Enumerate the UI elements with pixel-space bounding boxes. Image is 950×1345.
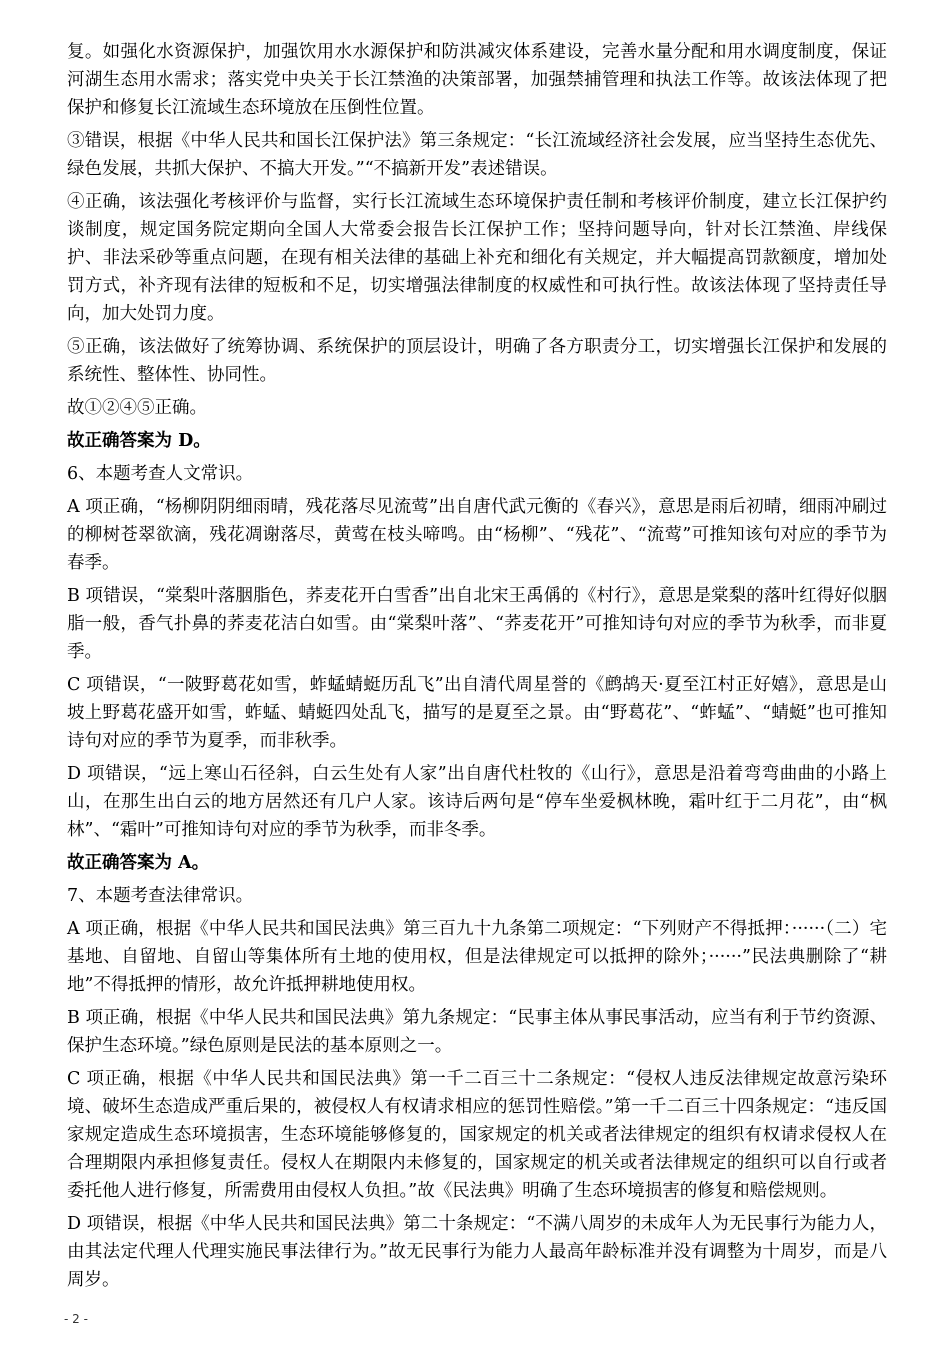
answer-6: 故正确答案为 A。 [67, 853, 210, 873]
page-number: - 2 - [64, 1312, 88, 1326]
paragraph-continuation: 复。如强化水资源保护，加强饮用水水源保护和防洪减灾体系建设，完善水量分配和用水调度制度，保证河湖生态用水需求；落实党中央关于长江禁渔的决策部署，加强禁捕管理和执法工作等。故该法体现了把保护和修复长江流域生态环境放在压倒性位置。 [67, 42, 887, 118]
paragraph-point-5: ⑤正确，该法做好了统筹协调、系统保护的顶层设计，明确了各方职责分工，切实增强长江保护和发展的系统性、整体性、协同性。 [67, 337, 887, 385]
question-6-heading: 6、本题考查人文常识。 [67, 464, 254, 484]
question-7-option-a: A 项正确，根据《中华人民共和国民法典》第三百九十九条第二项规定：“下列财产不得抵押：······（二）宅基地、自留地、自留山等集体所有土地的使用权，但是法律规定可以抵押的除外；······”民法典删除了“耕地”不得抵押的情形，故允许抵押耕地使用权。 [67, 919, 887, 995]
paragraph-point-4: ④正确，该法强化考核评价与监督，实行长江流域生态环境保护责任制和考核评价制度，建立长江保护约谈制度，规定国务院定期向全国人大常委会报告长江保护工作；坚持问题导向，针对长江禁渔、岸线保护、非法采砂等重点问题，在现有相关法律的基础上补充和细化有关规定，并大幅提高罚款额度，增加处罚方式，补齐现有法律的短板和不足，切实增强法律制度的权威性和可执行性。故该法体现了坚持责任导向，加大处罚力度。 [67, 192, 887, 324]
paragraph-conclusion-5: 故①②④⑤正确。 [67, 398, 207, 418]
question-6-option-b: B 项错误，“棠梨叶落胭脂色，荞麦花开白雪香”出自北宋王禹偁的《村行》，意思是棠梨的落叶红得好似胭脂一般，香气扑鼻的荞麦花洁白如雪。由“棠梨叶落”、“荞麦花开”可推知诗句对应的季节为秋季，而非夏季。 [67, 586, 887, 662]
question-6-option-c: C 项错误，“一陂野葛花如雪，蚱蜢蜻蜓历乱飞”出自清代周星誉的《鹧鸪天·夏至江村正好嬉》，意思是山坡上野葛花盛开如雪，蚱蜢、蜻蜓四处乱飞，描写的是夏至之景。由“野葛花”、“蚱蜢”、“蜻蜓”也可推知诗句对应的季节为夏季，而非秋季。 [67, 675, 887, 751]
paragraph-point-3: ③错误，根据《中华人民共和国长江保护法》第三条规定：“长江流域经济社会发展，应当坚持生态优先、绿色发展，共抓大保护、不搞大开发。”“不搞新开发”表述错误。 [67, 131, 887, 179]
question-7-heading: 7、本题考查法律常识。 [67, 886, 254, 906]
question-7-option-c: C 项正确，根据《中华人民共和国民法典》第一千二百三十二条规定：“侵权人违反法律规定故意污染环境、破坏生态造成严重后果的，被侵权人有权请求相应的惩罚性赔偿。”第一千二百三十四条规定：“违反国家规定造成生态环境损害，生态环境能够修复的，国家规定的机关或者法律规定的组织有权请求侵权人在合理期限内承担修复责任。侵权人在期限内未修复的，国家规定的机关或者法律规定的组织可以自行或者委托他人进行修复，所需费用由侵权人负担。”故《民法典》明确了生态环境损害的修复和赔偿规则。 [67, 1069, 887, 1201]
question-7-option-d: D 项错误，根据《中华人民共和国民法典》第二十条规定：“不满八周岁的未成年人为无民事行为能力人，由其法定代理人代理实施民事法律行为。”故无民事行为能力人最高年龄标准并没有调整为十周岁，而是八周岁。 [67, 1214, 887, 1290]
question-6-option-d: D 项错误，“远上寒山石径斜，白云生处有人家”出自唐代杜牧的《山行》，意思是沿着弯弯曲曲的小路上山，在那生出白云的地方居然还有几户人家。该诗后两句是“停车坐爱枫林晚，霜叶红于二月花”，由“枫林”、“霜叶”可推知诗句对应的季节为秋季，而非冬季。 [67, 764, 887, 840]
answer-5: 故正确答案为 D。 [67, 431, 211, 451]
document-body [67, 38, 887, 1299]
question-6-option-a: A 项正确，“杨柳阴阴细雨晴，残花落尽见流莺”出自唐代武元衡的《春兴》，意思是雨后初晴，细雨冲刷过的柳树苍翠欲滴，残花凋谢落尽，黄莺在枝头啼鸣。由“杨柳”、“残花”、“流莺”可推知该句对应的季节为春季。 [67, 497, 887, 573]
question-7-option-b: B 项正确，根据《中华人民共和国民法典》第九条规定：“民事主体从事民事活动，应当有利于节约资源、保护生态环境。”绿色原则是民法的基本原则之一。 [67, 1008, 887, 1056]
